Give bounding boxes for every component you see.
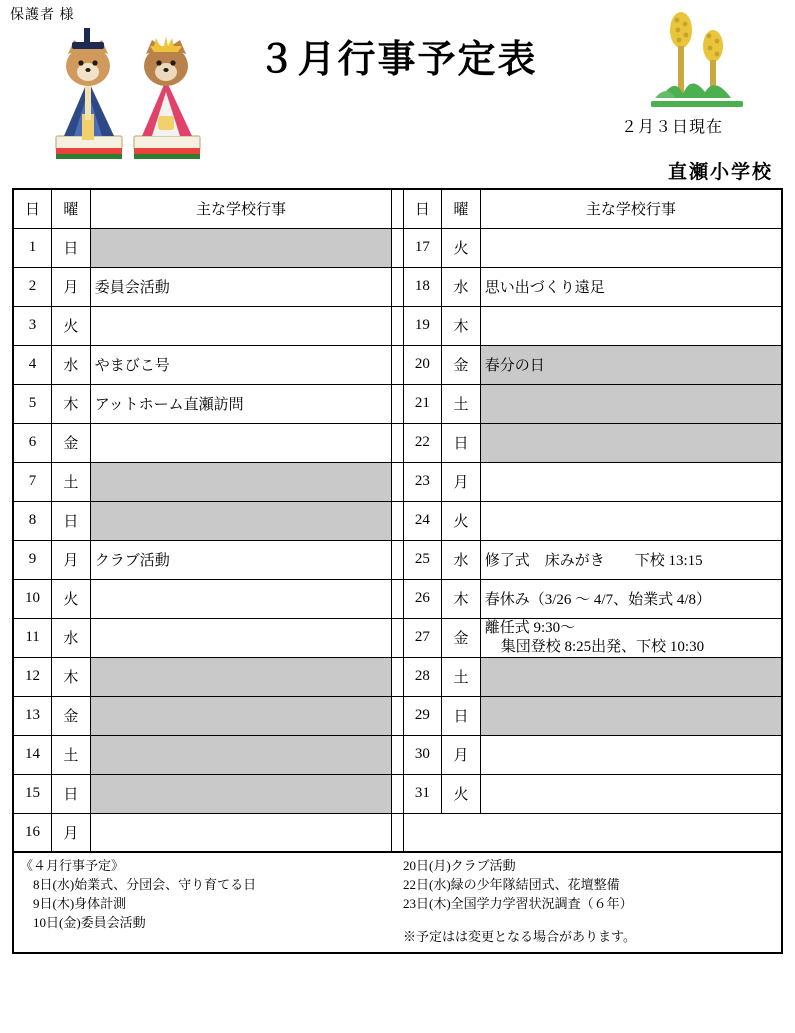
notes-right-item: 22日(水)緑の少年隊結団式、花壇整備 bbox=[403, 876, 620, 892]
notes-right-item: 23日(木)全国学力学習状況調査（６年） bbox=[403, 895, 633, 911]
table-gap-cell bbox=[392, 228, 403, 267]
table-row bbox=[13, 657, 782, 696]
day-cell: 31 bbox=[403, 774, 442, 813]
event-cell: 委員会活動 bbox=[90, 267, 392, 306]
table-row bbox=[13, 540, 782, 579]
dow-cell: 木 bbox=[442, 306, 481, 345]
day-cell: 5 bbox=[13, 384, 52, 423]
day-cell: 7 bbox=[13, 462, 52, 501]
dow-cell: 火 bbox=[442, 228, 481, 267]
table-row bbox=[13, 501, 782, 540]
event-cell bbox=[90, 813, 392, 852]
day-cell: 27 bbox=[403, 618, 442, 657]
header-dow-right: 曜 bbox=[442, 189, 481, 228]
table-row bbox=[13, 423, 782, 462]
table-row bbox=[13, 579, 782, 618]
dow-cell: 月 bbox=[442, 735, 481, 774]
event-cell bbox=[480, 618, 782, 657]
event-cell bbox=[90, 501, 392, 540]
dow-cell: 水 bbox=[442, 540, 481, 579]
day-cell: 19 bbox=[403, 306, 442, 345]
day-cell: 13 bbox=[13, 696, 52, 735]
dow-cell-empty bbox=[442, 813, 481, 852]
table-gap-cell bbox=[392, 579, 403, 618]
day-cell: 26 bbox=[403, 579, 442, 618]
event-cell bbox=[480, 384, 782, 423]
day-cell: 23 bbox=[403, 462, 442, 501]
dow-cell: 金 bbox=[442, 345, 481, 384]
as-of-date: ２月３日現在 bbox=[620, 119, 723, 136]
table-row bbox=[13, 696, 782, 735]
table-gap-cell bbox=[392, 735, 403, 774]
table-row bbox=[13, 267, 782, 306]
table-gap-cell bbox=[392, 306, 403, 345]
dow-cell: 土 bbox=[52, 462, 91, 501]
day-cell: 3 bbox=[13, 306, 52, 345]
day-cell: 12 bbox=[13, 657, 52, 696]
table-row bbox=[13, 735, 782, 774]
table-row bbox=[13, 774, 782, 813]
dow-cell: 月 bbox=[52, 540, 91, 579]
dow-cell: 日 bbox=[52, 501, 91, 540]
day-cell: 25 bbox=[403, 540, 442, 579]
day-cell: 24 bbox=[403, 501, 442, 540]
table-row bbox=[13, 228, 782, 267]
dow-cell: 土 bbox=[442, 657, 481, 696]
event-cell bbox=[90, 462, 392, 501]
event-cell bbox=[90, 696, 392, 735]
dow-cell: 火 bbox=[52, 579, 91, 618]
event-cell bbox=[90, 774, 392, 813]
table-gap-cell bbox=[392, 540, 403, 579]
table-row bbox=[13, 813, 782, 852]
day-cell: 29 bbox=[403, 696, 442, 735]
day-cell: 21 bbox=[403, 384, 442, 423]
event-cell: やまびこ号 bbox=[90, 345, 392, 384]
table-gap-cell bbox=[392, 267, 403, 306]
notes-caution: ※予定はは変更となる場合があります。 bbox=[403, 928, 636, 944]
notes-left-item: 10日(金)委員会活動 bbox=[20, 914, 146, 930]
day-cell: 20 bbox=[403, 345, 442, 384]
table-gap-cell bbox=[392, 501, 403, 540]
dow-cell: 月 bbox=[52, 813, 91, 852]
dow-cell: 火 bbox=[442, 774, 481, 813]
header-event-right: 主な学校行事 bbox=[480, 189, 782, 228]
day-cell: 6 bbox=[13, 423, 52, 462]
event-cell bbox=[480, 423, 782, 462]
calendar-table-wrapper bbox=[12, 188, 783, 954]
dow-cell: 木 bbox=[52, 657, 91, 696]
table-gap-cell bbox=[392, 696, 403, 735]
horsetail-plant-icon bbox=[651, 8, 743, 108]
dow-cell: 土 bbox=[442, 384, 481, 423]
day-cell: 16 bbox=[13, 813, 52, 852]
dow-cell: 水 bbox=[442, 267, 481, 306]
day-cell: 4 bbox=[13, 345, 52, 384]
event-cell bbox=[480, 735, 782, 774]
dow-cell: 木 bbox=[52, 384, 91, 423]
day-cell: 18 bbox=[403, 267, 442, 306]
day-cell: 2 bbox=[13, 267, 52, 306]
dow-cell: 木 bbox=[442, 579, 481, 618]
table-row bbox=[13, 462, 782, 501]
page-title: ３月行事予定表 bbox=[257, 39, 538, 81]
day-cell: 10 bbox=[13, 579, 52, 618]
table-row bbox=[13, 306, 782, 345]
event-cell bbox=[480, 501, 782, 540]
hina-dolls-icon bbox=[38, 18, 218, 178]
march-schedule-table bbox=[12, 188, 783, 853]
table-gap-cell bbox=[392, 384, 403, 423]
dow-cell: 日 bbox=[442, 423, 481, 462]
event-line-2: 集団登校 8:25出発、下校 10:30 bbox=[500, 638, 705, 655]
notes-left-item: 9日(木)身体計測 bbox=[20, 895, 127, 911]
notes-left-item: 8日(水)始業式、分団会、守り育てる日 bbox=[20, 876, 257, 892]
table-gap-cell bbox=[392, 345, 403, 384]
table-gap-cell bbox=[392, 462, 403, 501]
day-cell-empty bbox=[403, 813, 442, 852]
footer-notes bbox=[12, 853, 783, 954]
table-gap-cell bbox=[392, 423, 403, 462]
day-cell: 14 bbox=[13, 735, 52, 774]
event-cell bbox=[90, 618, 392, 657]
notes-left-column bbox=[14, 853, 397, 952]
event-cell bbox=[480, 306, 782, 345]
dow-cell: 火 bbox=[442, 501, 481, 540]
dow-cell: 日 bbox=[52, 774, 91, 813]
event-cell: 修了式 床みがき 下校 13:15 bbox=[480, 540, 782, 579]
event-cell bbox=[90, 306, 392, 345]
notes-right-item: 20日(月)クラブ活動 bbox=[403, 858, 516, 873]
dow-cell: 金 bbox=[442, 618, 481, 657]
table-row bbox=[13, 618, 782, 657]
header-day-left: 日 bbox=[13, 189, 52, 228]
event-cell bbox=[90, 579, 392, 618]
day-cell: 15 bbox=[13, 774, 52, 813]
event-cell: クラブ活動 bbox=[90, 540, 392, 579]
table-row bbox=[13, 345, 782, 384]
event-cell bbox=[90, 228, 392, 267]
dow-cell: 金 bbox=[52, 696, 91, 735]
table-header-row bbox=[13, 189, 782, 228]
day-cell: 8 bbox=[13, 501, 52, 540]
dow-cell: 月 bbox=[442, 462, 481, 501]
dow-cell: 日 bbox=[442, 696, 481, 735]
table-gap-column bbox=[392, 189, 403, 228]
event-line-1: 離任式 9:30～ bbox=[484, 619, 576, 636]
dow-cell: 水 bbox=[52, 345, 91, 384]
school-name: 直瀬小学校 bbox=[667, 162, 773, 183]
header-dow-left: 曜 bbox=[52, 189, 91, 228]
header-event-left: 主な学校行事 bbox=[90, 189, 392, 228]
dow-cell: 水 bbox=[52, 618, 91, 657]
event-cell bbox=[480, 462, 782, 501]
event-cell bbox=[480, 657, 782, 696]
table-gap-cell bbox=[392, 813, 403, 852]
day-cell: 28 bbox=[403, 657, 442, 696]
dow-cell: 月 bbox=[52, 267, 91, 306]
event-cell: 思い出づくり遠足 bbox=[480, 267, 782, 306]
day-cell: 9 bbox=[13, 540, 52, 579]
table-row bbox=[13, 384, 782, 423]
event-cell bbox=[90, 657, 392, 696]
dow-cell: 火 bbox=[52, 306, 91, 345]
dow-cell: 日 bbox=[52, 228, 91, 267]
table-gap-cell bbox=[392, 657, 403, 696]
event-cell-empty bbox=[480, 813, 782, 852]
event-cell bbox=[90, 735, 392, 774]
day-cell: 17 bbox=[403, 228, 442, 267]
event-cell bbox=[480, 228, 782, 267]
event-cell bbox=[480, 696, 782, 735]
notes-title: 《４月行事予定》 bbox=[20, 858, 125, 873]
day-cell: 1 bbox=[13, 228, 52, 267]
addressee-label: 保護者 様 bbox=[10, 8, 75, 23]
day-cell: 11 bbox=[13, 618, 52, 657]
day-cell: 30 bbox=[403, 735, 442, 774]
header-day-right: 日 bbox=[403, 189, 442, 228]
event-cell bbox=[480, 774, 782, 813]
event-cell: 春休み（3/26 ～ 4/7、始業式 4/8） bbox=[480, 579, 782, 618]
event-cell: アットホーム直瀬訪問 bbox=[90, 384, 392, 423]
table-gap-cell bbox=[392, 774, 403, 813]
day-cell: 22 bbox=[403, 423, 442, 462]
dow-cell: 土 bbox=[52, 735, 91, 774]
table-gap-cell bbox=[392, 618, 403, 657]
event-cell bbox=[90, 423, 392, 462]
event-cell: 春分の日 bbox=[480, 345, 782, 384]
notes-right-column bbox=[397, 853, 781, 952]
dow-cell: 金 bbox=[52, 423, 91, 462]
